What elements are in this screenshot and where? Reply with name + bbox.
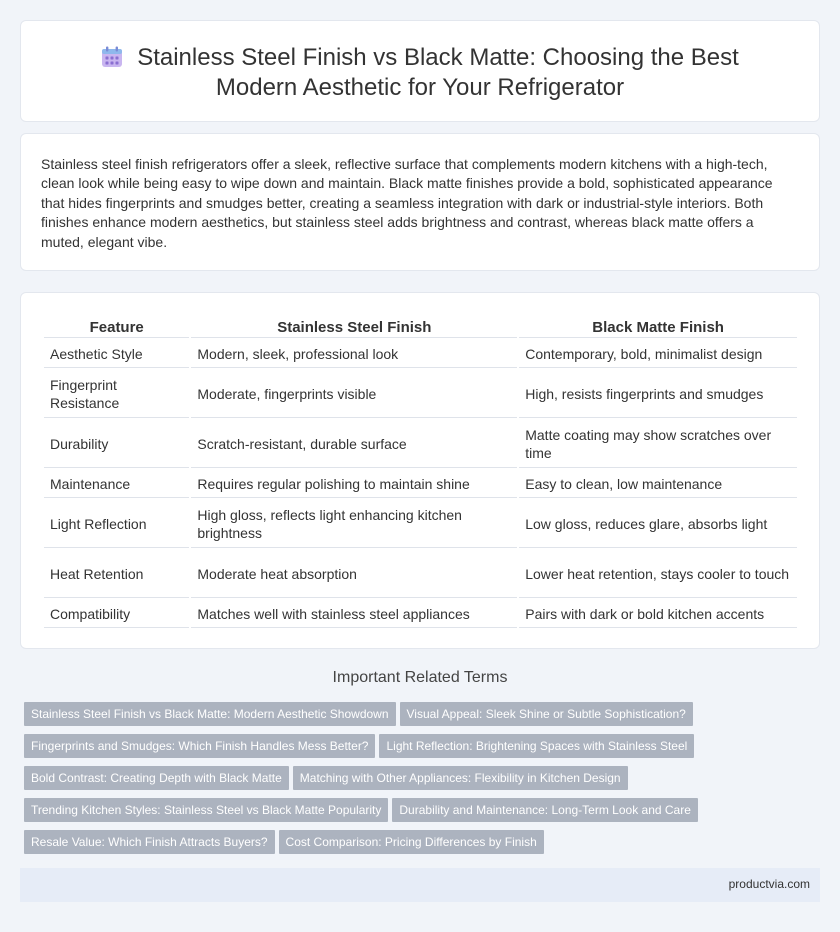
table-row <box>44 420 797 468</box>
table-row <box>44 470 797 498</box>
row-feature: Fingerprint Resistance <box>44 370 189 418</box>
tag-row <box>24 830 724 862</box>
related-tag[interactable]: Trending Kitchen Styles: Stainless Steel vs Black Matte Popularity <box>24 798 388 822</box>
related-tag[interactable]: Durability and Maintenance: Long-Term Look and Care <box>392 798 698 822</box>
row-stainless: Scratch-resistant, durable surface <box>191 420 517 468</box>
header-stainless: Stainless Steel Finish <box>191 316 517 338</box>
header-feature: Feature <box>44 316 189 338</box>
row-feature: Durability <box>44 420 189 468</box>
title-wrap <box>21 43 819 103</box>
tag-row <box>24 702 724 734</box>
table-row <box>44 370 797 418</box>
related-terms-tags <box>24 702 724 862</box>
intro-paragraph: Stainless steel finish refrigerators offer a sleek, reflective surface that complements modern kitchens with a high-tech, clean look while being easy to wipe down and maintain. Black matte finishes provide a bold, sophisticated appearance that hides fingerprints and smudges better, creating a seamless integration with dark or industrial-style interiors. Both finishes enhance modern aesthetics, but stainless steel adds brightness and contrast, whereas black matte offers a muted, elegant vibe. <box>41 156 773 250</box>
row-feature: Heat Retention <box>44 550 189 598</box>
related-tag[interactable]: Stainless Steel Finish vs Black Matte: Modern Aesthetic Showdown <box>24 702 396 726</box>
row-stainless: Modern, sleek, professional look <box>191 340 517 368</box>
comparison-table <box>42 314 799 630</box>
row-black-matte: Low gloss, reduces glare, absorbs light <box>519 500 797 548</box>
tag-row <box>24 798 724 830</box>
footer-site-link[interactable]: productvia.com <box>728 877 810 891</box>
row-stainless: Moderate heat absorption <box>191 550 517 598</box>
related-tag[interactable]: Cost Comparison: Pricing Differences by Finish <box>279 830 544 854</box>
table-row <box>44 340 797 368</box>
row-black-matte: High, resists fingerprints and smudges <box>519 370 797 418</box>
table-row <box>44 550 797 598</box>
related-tag[interactable]: Bold Contrast: Creating Depth with Black Matte <box>24 766 289 790</box>
row-stainless: High gloss, reflects light enhancing kitchen brightness <box>191 500 517 548</box>
related-tag[interactable]: Visual Appeal: Sleek Shine or Subtle Sophistication? <box>400 702 693 726</box>
related-terms-heading: Important Related Terms <box>332 669 508 686</box>
comparison-table-card <box>20 292 820 649</box>
table-row <box>44 500 797 548</box>
intro-card <box>20 133 820 271</box>
row-stainless: Matches well with stainless steel appliances <box>191 600 517 628</box>
related-tag[interactable]: Light Reflection: Brightening Spaces with Stainless Steel <box>379 734 694 758</box>
header-black-matte: Black Matte Finish <box>519 316 797 338</box>
row-black-matte: Matte coating may show scratches over time <box>519 420 797 468</box>
row-stainless: Moderate, fingerprints visible <box>191 370 517 418</box>
related-tag[interactable]: Matching with Other Appliances: Flexibility in Kitchen Design <box>293 766 628 790</box>
row-feature: Aesthetic Style <box>44 340 189 368</box>
related-tag[interactable]: Resale Value: Which Finish Attracts Buyers? <box>24 830 275 854</box>
calendar-icon <box>101 46 123 68</box>
table-header-row <box>44 316 797 338</box>
row-feature: Light Reflection <box>44 500 189 548</box>
tag-row <box>24 734 724 766</box>
related-tag[interactable]: Fingerprints and Smudges: Which Finish Handles Mess Better? <box>24 734 375 758</box>
row-feature: Maintenance <box>44 470 189 498</box>
footer <box>20 868 820 902</box>
row-black-matte: Pairs with dark or bold kitchen accents <box>519 600 797 628</box>
row-black-matte: Easy to clean, low maintenance <box>519 470 797 498</box>
row-feature: Compatibility <box>44 600 189 628</box>
tag-row <box>24 766 724 798</box>
table-row <box>44 600 797 628</box>
header-card <box>20 20 820 122</box>
page-title-text: Stainless Steel Finish vs Black Matte: Choosing the Best Modern Aesthetic for Your Refrigerator <box>137 44 739 101</box>
row-black-matte: Contemporary, bold, minimalist design <box>519 340 797 368</box>
page-title <box>21 43 819 103</box>
row-black-matte: Lower heat retention, stays cooler to touch <box>519 550 797 598</box>
row-stainless: Requires regular polishing to maintain shine <box>191 470 517 498</box>
